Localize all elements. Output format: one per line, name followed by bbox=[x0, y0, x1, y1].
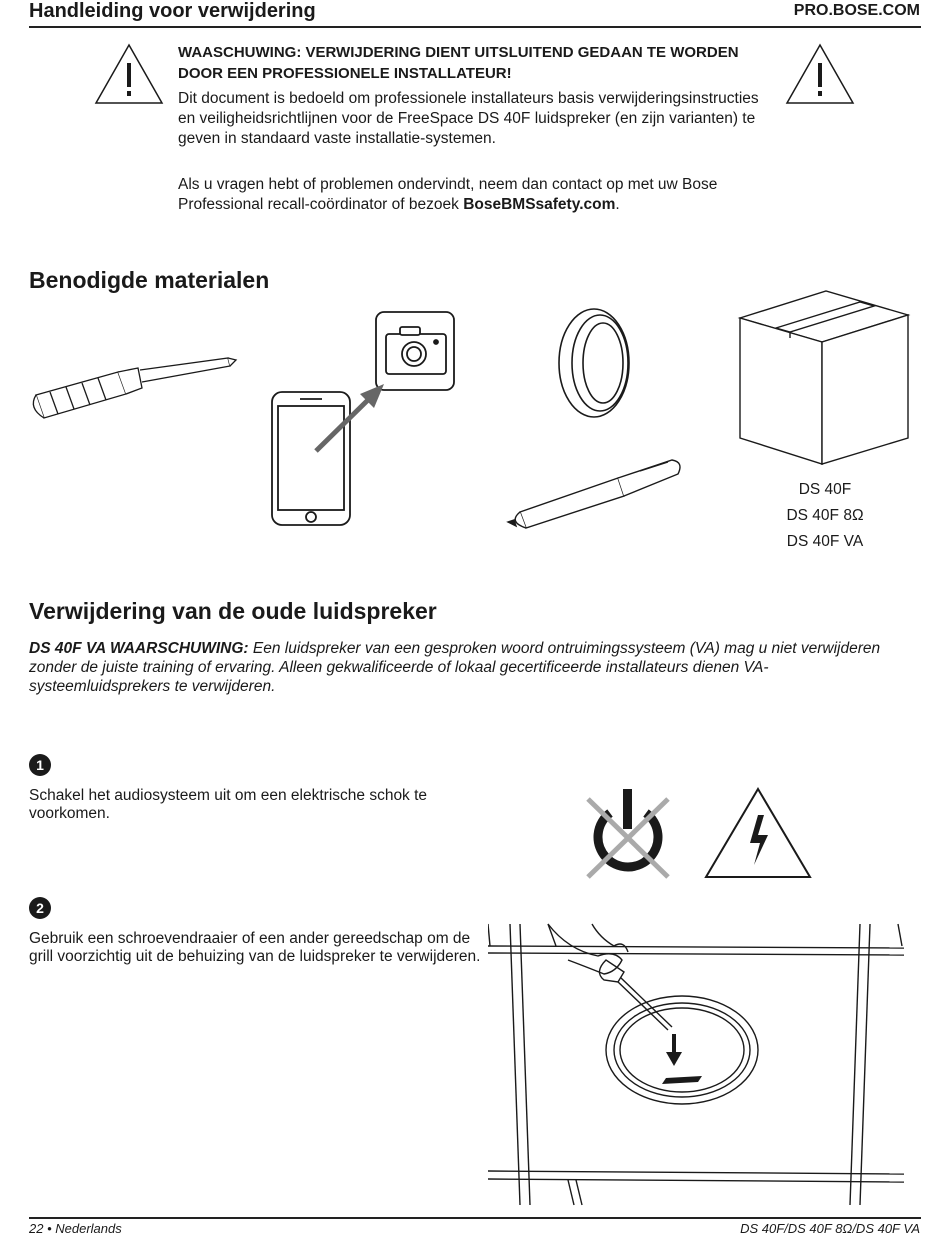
warning-paragraph-2-text: Als u vragen hebt of problemen ondervindt, neem dan contact op met uw Bose Professional recall-coördinator of bezoek bbox=[178, 176, 718, 213]
va-warning-label: DS 40F VA WAARSCHUWING: bbox=[29, 640, 249, 657]
removal-heading: Verwijdering van de oude luidspreker bbox=[29, 598, 437, 624]
step-1-icons bbox=[580, 785, 820, 885]
box-label-ds40f-8ohm: DS 40F 8Ω bbox=[786, 507, 864, 524]
header-rule bbox=[29, 26, 921, 28]
warning-triangle-left-icon bbox=[94, 43, 164, 110]
marker-pen-icon bbox=[508, 460, 680, 528]
ceiling-speaker-grille-removal-icon bbox=[488, 920, 908, 1210]
step-2-text: Gebruik een schroevendraaier of een ander gereedschap om de grill voorzichtig uit de behuizing van de luidspreker te verwijderen. bbox=[29, 930, 481, 965]
warning-paragraph-2-end: . bbox=[615, 196, 620, 213]
site-url: PRO.BOSE.COM bbox=[793, 2, 920, 19]
footer-rule bbox=[29, 1217, 921, 1219]
smartphone-camera-icon bbox=[272, 312, 454, 525]
box-label-ds40f-va: DS 40F VA bbox=[786, 533, 864, 550]
va-warning-text: Een luidspreker van een gesproken woord ontruimingssysteem (VA) mag u niet verwijderen zonder de juiste training of ervaring. Alleen gekwalificeerde of lokaal gecertificeerde installateurs dienen VA-systeemluidsprekers te verwijderen. bbox=[29, 640, 881, 695]
tape-roll-icon bbox=[559, 309, 629, 417]
step-1-number: 1 bbox=[29, 754, 51, 776]
warning-title: WAASCHUWING: VERWIJDERING DIENT UITSLUITEND GEDAAN TE WORDEN DOOR EEN PROFESSIONELE INSTALLATEUR! bbox=[178, 44, 739, 82]
footer-page-language: 22 • Nederlands bbox=[29, 1221, 122, 1236]
box-label-ds40f: DS 40F bbox=[798, 481, 852, 498]
power-off-icon bbox=[588, 789, 668, 877]
page-header-title: Handleiding voor verwijdering bbox=[29, 0, 316, 22]
footer-model-names: DS 40F/DS 40F 8Ω/DS 40F VA bbox=[740, 1221, 920, 1236]
screwdriver-icon bbox=[33, 358, 236, 418]
va-warning bbox=[29, 639, 909, 696]
step-1-text: Schakel het audiosysteem uit om een elektrische schok te voorkomen. bbox=[29, 787, 428, 822]
box-labels bbox=[740, 477, 910, 555]
warning-triangle-right-icon bbox=[785, 43, 855, 110]
safety-website-link[interactable]: BoseBMSsafety.com bbox=[463, 196, 616, 213]
materials-heading: Benodigde materialen bbox=[29, 267, 270, 293]
warning-paragraph-1: Dit document is bedoeld om professionele installateurs basis verwijderingsinstructies en veiligheidsrichtlijnen voor de FreeSpace DS 40F luidspreker (en zijn varianten) te geven in standaard vaste installatie-systemen. bbox=[178, 90, 759, 147]
high-voltage-icon bbox=[706, 789, 810, 877]
box-icon bbox=[740, 291, 908, 464]
warning-paragraph-2 bbox=[178, 175, 778, 215]
step-2-number: 2 bbox=[29, 897, 51, 919]
